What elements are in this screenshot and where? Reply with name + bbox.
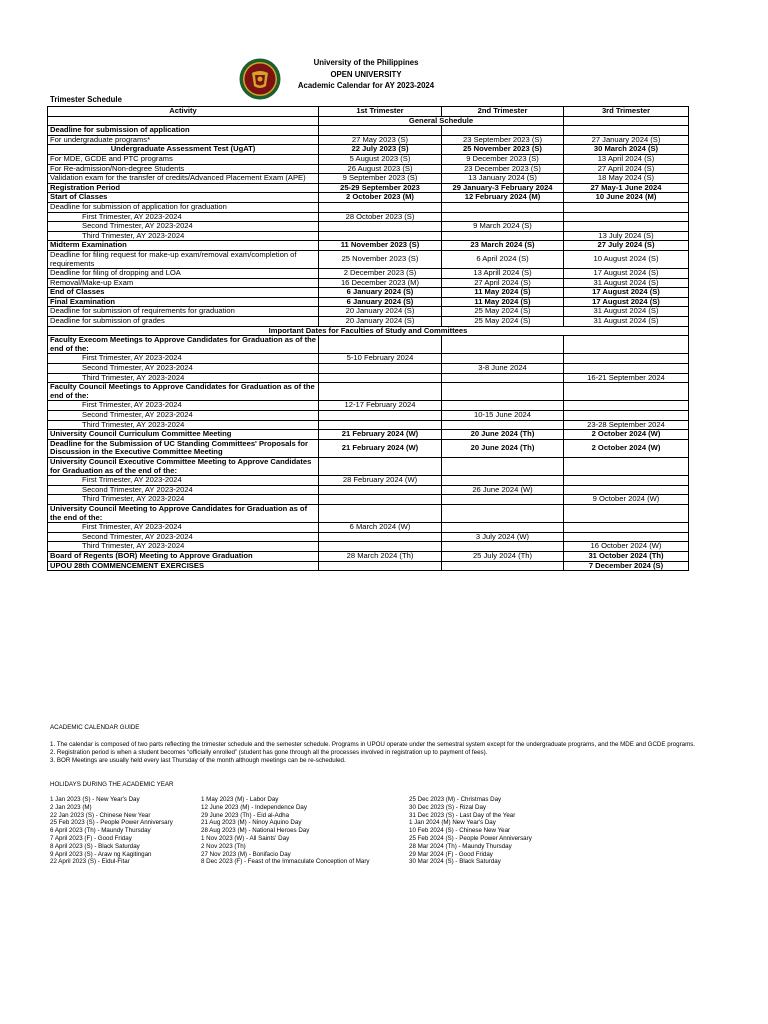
date-cell bbox=[319, 485, 442, 495]
date-cell: 13 Aprill 2024 (S) bbox=[442, 269, 564, 279]
table-row bbox=[48, 373, 689, 383]
holiday-item: 21 Aug 2023 (M) - Ninoy Aquino Day bbox=[201, 819, 302, 827]
date-cell: 23 September 2023 (S) bbox=[442, 135, 564, 145]
guide-note-3: 3. BOR Meetings are usually held every last Thursday of the month although meetings can be re-scheduled. bbox=[50, 757, 346, 764]
date-cell: 6 January 2024 (S) bbox=[319, 288, 442, 298]
date-cell: 25 November 2023 (S) bbox=[442, 145, 564, 155]
holidays-column-1 bbox=[50, 796, 173, 866]
date-cell bbox=[319, 495, 442, 505]
date-cell: 28 March 2024 (Th) bbox=[319, 551, 442, 561]
date-cell bbox=[319, 383, 442, 401]
trimester-schedule-label: Trimester Schedule bbox=[50, 95, 122, 104]
table-row bbox=[48, 401, 689, 411]
table-row bbox=[48, 202, 689, 212]
date-cell: 9 September 2023 (S) bbox=[319, 174, 442, 184]
table-row bbox=[48, 231, 689, 241]
activity-cell: First Trimester, AY 2023-2024 bbox=[48, 523, 319, 533]
date-cell: 16-21 September 2024 bbox=[564, 373, 689, 383]
table-row bbox=[48, 383, 689, 401]
date-cell: 31 August 2024 (S) bbox=[564, 317, 689, 327]
general-schedule-heading: General Schedule bbox=[319, 116, 564, 126]
activity-cell: For MDE, GCDE and PTC programs bbox=[48, 154, 319, 164]
date-cell: 2 December 2023 (S) bbox=[319, 269, 442, 279]
activity-cell: Faculty Execom Meetings to Approve Candidates for Graduation as of the end of the: bbox=[48, 336, 319, 354]
date-cell bbox=[319, 561, 442, 571]
calendar-title: Academic Calendar for AY 2023-2024 bbox=[297, 81, 435, 90]
date-cell: 28 October 2023 (S) bbox=[319, 212, 442, 222]
date-cell: 9 March 2024 (S) bbox=[442, 222, 564, 232]
date-cell: 26 June 2024 (W) bbox=[442, 485, 564, 495]
date-cell bbox=[564, 364, 689, 374]
col-header-2nd: 2nd Trimester bbox=[442, 107, 564, 117]
activity-cell: University Council Executive Committee Meeting to Approve Candidates for Graduation as of the end of the: bbox=[48, 457, 319, 475]
date-cell: 20 June 2024 (Th) bbox=[442, 439, 564, 457]
date-cell bbox=[442, 354, 564, 364]
calendar-guide bbox=[50, 724, 710, 765]
activity-cell: Deadline for the Submission of UC Standing Committees' Proposals for Discussion in the Executive Committee Meeting bbox=[48, 439, 319, 457]
activity-cell: University Council Meeting to Approve Candidates for Graduation as of the end of the: bbox=[48, 504, 319, 522]
holiday-item: 22 Jan 2023 (S) - Chinese New Year bbox=[50, 811, 151, 819]
date-cell: 23 March 2024 (S) bbox=[442, 241, 564, 251]
activity-cell: Third Trimester, AY 2023-2024 bbox=[48, 542, 319, 552]
table-row bbox=[48, 354, 689, 364]
table-header-row bbox=[48, 107, 689, 117]
date-cell bbox=[319, 457, 442, 475]
table-row bbox=[48, 317, 689, 327]
calendar-table bbox=[47, 106, 689, 571]
date-cell: 17 August 2024 (S) bbox=[564, 297, 689, 307]
date-cell: 22 July 2023 (S) bbox=[319, 145, 442, 155]
general-schedule-row bbox=[48, 116, 689, 126]
activity-cell: Midterm Examination bbox=[48, 241, 319, 251]
date-cell bbox=[442, 542, 564, 552]
date-cell: 31 October 2024 (Th) bbox=[564, 551, 689, 561]
date-cell: 10-15 June 2024 bbox=[442, 411, 564, 421]
date-cell bbox=[564, 126, 689, 136]
date-cell bbox=[442, 401, 564, 411]
date-cell bbox=[564, 222, 689, 232]
date-cell: 25-29 September 2023 bbox=[319, 183, 442, 193]
header-text bbox=[250, 57, 482, 92]
holiday-item: 30 Mar 2024 (S) - Black Saturday bbox=[409, 858, 501, 866]
date-cell: 27 April 2024 (S) bbox=[564, 164, 689, 174]
activity-cell: For Re-admission/Non-degree Students bbox=[48, 164, 319, 174]
date-cell: 17 August 2024 (S) bbox=[564, 269, 689, 279]
date-cell bbox=[319, 532, 442, 542]
activity-cell: Second Trimester, AY 2023-2024 bbox=[48, 532, 319, 542]
date-cell bbox=[564, 504, 689, 522]
guide-note-2: 2. Registration period is when a student becomes “officially enrolled” (student has gone through all the processes involved in registration up to payment of fees). bbox=[50, 749, 488, 756]
date-cell bbox=[442, 561, 564, 571]
table-row bbox=[48, 212, 689, 222]
date-cell bbox=[564, 401, 689, 411]
activity-cell: Registration Period bbox=[48, 183, 319, 193]
activity-cell: UPOU 28th COMMENCEMENT EXERCISES bbox=[48, 561, 319, 571]
date-cell bbox=[564, 354, 689, 364]
table-row bbox=[48, 457, 689, 475]
date-cell bbox=[442, 212, 564, 222]
activity-cell: Third Trimester, AY 2023-2024 bbox=[48, 420, 319, 430]
holiday-item: 10 Feb 2024 (S) - Chinese New Year bbox=[409, 827, 511, 835]
date-cell: 6 April 2024 (S) bbox=[442, 250, 564, 268]
date-cell: 12-17 February 2024 bbox=[319, 401, 442, 411]
table-row bbox=[48, 542, 689, 552]
date-cell bbox=[564, 336, 689, 354]
date-cell: 5-10 February 2024 bbox=[319, 354, 442, 364]
date-cell: 20 January 2024 (S) bbox=[319, 317, 442, 327]
table-row bbox=[48, 430, 689, 440]
date-cell bbox=[564, 212, 689, 222]
activity-cell: Final Examination bbox=[48, 297, 319, 307]
activity-cell: Start of Classes bbox=[48, 193, 319, 203]
holiday-item: 9 April 2023 (S) - Araw ng Kagitingan bbox=[50, 850, 152, 858]
holiday-item: 29 June 2023 (Th) - Eid al-Adha bbox=[201, 811, 290, 819]
holiday-item: 1 Jan 2023 (S) - New Year's Day bbox=[50, 796, 140, 803]
date-cell bbox=[442, 336, 564, 354]
date-cell: 27 April 2024 (S) bbox=[442, 278, 564, 288]
date-cell: 6 January 2024 (S) bbox=[319, 297, 442, 307]
table-row bbox=[48, 222, 689, 232]
holiday-item: 25 Dec 2023 (M) - Christmas Day bbox=[409, 796, 502, 803]
date-cell: 31 August 2024 (S) bbox=[564, 307, 689, 317]
activity-cell: University Council Curriculum Committee Meeting bbox=[48, 430, 319, 440]
date-cell bbox=[564, 476, 689, 486]
activity-cell: First Trimester, AY 2023-2024 bbox=[48, 401, 319, 411]
activity-cell: For undergraduate programs* bbox=[48, 135, 319, 145]
table-row bbox=[48, 154, 689, 164]
date-cell: 11 November 2023 (S) bbox=[319, 241, 442, 251]
table-row bbox=[48, 278, 689, 288]
date-cell: 12 February 2024 (M) bbox=[442, 193, 564, 203]
table-row bbox=[48, 504, 689, 522]
activity-cell: Deadline for submission of application bbox=[48, 126, 319, 136]
date-cell: 13 April 2024 (S) bbox=[564, 154, 689, 164]
holiday-item: 25 Feb 2024 (S) - People Power Anniversary bbox=[409, 834, 532, 842]
important-dates-heading: Important Dates for Faculties of Study and Committees bbox=[48, 326, 689, 336]
date-cell bbox=[319, 420, 442, 430]
table-row bbox=[48, 307, 689, 317]
activity-cell: Second Trimester, AY 2023-2024 bbox=[48, 411, 319, 421]
date-cell bbox=[319, 231, 442, 241]
table-row bbox=[48, 485, 689, 495]
date-cell bbox=[442, 202, 564, 212]
activity-cell: Deadline for filing of dropping and LOA bbox=[48, 269, 319, 279]
date-cell bbox=[442, 373, 564, 383]
date-cell bbox=[319, 504, 442, 522]
holiday-item: 28 Mar 2024 (Th) - Maundy Thursday bbox=[409, 842, 512, 850]
activity-cell: Deadline for submission of application for graduation bbox=[48, 202, 319, 212]
holidays-column-2 bbox=[201, 796, 370, 866]
guide-note-1: 1. The calendar is composed of two parts reflecting the trimester schedule and the semester schedule. Programs in UPOU operate under the semestral system except for the undergraduate programs, and the MDE and GCDE programs. bbox=[50, 741, 696, 748]
date-cell bbox=[319, 222, 442, 232]
table-row bbox=[48, 495, 689, 505]
date-cell: 23-28 September 2024 bbox=[564, 420, 689, 430]
date-cell bbox=[319, 411, 442, 421]
holiday-item: 8 Dec 2023 (F) - Feast of the Immaculate Conception of Mary bbox=[201, 858, 370, 866]
activity-cell: Removal/Make-up Exam bbox=[48, 278, 319, 288]
table-row bbox=[48, 135, 689, 145]
date-cell bbox=[442, 420, 564, 430]
date-cell: 27 May-1 June 2024 bbox=[564, 183, 689, 193]
activity-cell: Third Trimester, AY 2023-2024 bbox=[48, 495, 319, 505]
date-cell bbox=[319, 126, 442, 136]
table-row bbox=[48, 250, 689, 268]
table-row bbox=[48, 288, 689, 298]
date-cell bbox=[564, 485, 689, 495]
date-cell: 25 May 2024 (S) bbox=[442, 307, 564, 317]
activity-cell: Board of Regents (BOR) Meeting to Approve Graduation bbox=[48, 551, 319, 561]
date-cell: 7 December 2024 (S) bbox=[564, 561, 689, 571]
date-cell: 21 February 2024 (W) bbox=[319, 430, 442, 440]
activity-cell: Faculty Council Meetings to Approve Candidates for Graduation as of the end of the: bbox=[48, 383, 319, 401]
date-cell: 13 July 2024 (S) bbox=[564, 231, 689, 241]
holiday-item: 29 Mar 2024 (F) - Good Friday bbox=[409, 850, 493, 858]
activity-cell: Third Trimester, AY 2023-2024 bbox=[48, 373, 319, 383]
activity-cell: Deadline for filing request for make-up exam/removal exam/completion of requirements bbox=[48, 250, 319, 268]
date-cell: 16 December 2023 (M) bbox=[319, 278, 442, 288]
activity-cell: First Trimester, AY 2023-2024 bbox=[48, 354, 319, 364]
table-row bbox=[48, 476, 689, 486]
date-cell bbox=[442, 231, 564, 241]
activity-cell: Undergraduate Assessment Test (UgAT) bbox=[48, 145, 319, 155]
date-cell: 25 May 2024 (S) bbox=[442, 317, 564, 327]
table-row bbox=[48, 551, 689, 561]
holiday-item: 8 April 2023 (S) - Black Saturday bbox=[50, 842, 140, 850]
date-cell: 3 July 2024 (W) bbox=[442, 532, 564, 542]
table-row bbox=[48, 561, 689, 571]
date-cell: 9 December 2023 (S) bbox=[442, 154, 564, 164]
table-row bbox=[48, 364, 689, 374]
col-header-3rd: 3rd Trimester bbox=[564, 107, 689, 117]
table-row bbox=[48, 297, 689, 307]
holiday-item: 25 Feb 2023 (S) - People Power Anniversary bbox=[50, 819, 173, 827]
date-cell: 16 October 2024 (W) bbox=[564, 542, 689, 552]
holiday-item: 1 May 2023 (M) - Labor Day bbox=[201, 796, 279, 803]
holiday-item: 22 April 2023 (S) - Eidul-Fitar bbox=[50, 858, 130, 866]
date-cell bbox=[442, 476, 564, 486]
activity-cell: Deadline for submission of grades bbox=[48, 317, 319, 327]
activity-cell: Second Trimester, AY 2023-2024 bbox=[48, 364, 319, 374]
date-cell bbox=[319, 364, 442, 374]
table-row bbox=[48, 241, 689, 251]
date-cell: 20 June 2024 (Th) bbox=[442, 430, 564, 440]
date-cell: 29 January-3 February 2024 bbox=[442, 183, 564, 193]
date-cell: 2 October 2024 (W) bbox=[564, 439, 689, 457]
table-row bbox=[48, 174, 689, 184]
table-row bbox=[48, 145, 689, 155]
holiday-item: 2 Jan 2023 (M) bbox=[50, 803, 92, 811]
date-cell bbox=[564, 523, 689, 533]
date-cell bbox=[564, 411, 689, 421]
holiday-item: 7 April 2023 (F) - Good Friday bbox=[50, 834, 132, 842]
date-cell: 6 March 2024 (W) bbox=[319, 523, 442, 533]
date-cell: 27 July 2024 (S) bbox=[564, 241, 689, 251]
date-cell bbox=[564, 532, 689, 542]
table-row bbox=[48, 164, 689, 174]
date-cell bbox=[442, 126, 564, 136]
date-cell: 27 January 2024 (S) bbox=[564, 135, 689, 145]
date-cell bbox=[442, 457, 564, 475]
table-row bbox=[48, 411, 689, 421]
date-cell bbox=[319, 373, 442, 383]
holiday-item: 28 Aug 2023 (M) - National Heroes Day bbox=[201, 827, 310, 835]
activity-cell: Second Trimester, AY 2023-2024 bbox=[48, 485, 319, 495]
activity-cell: Deadline for submission of requirements for graduation bbox=[48, 307, 319, 317]
table-row bbox=[48, 126, 689, 136]
holiday-item: 6 April 2023 (Th) - Maundy Thursday bbox=[50, 827, 151, 835]
holiday-item: 12 June 2023 (M) - Independence Day bbox=[201, 803, 307, 811]
date-cell: 18 May 2024 (S) bbox=[564, 174, 689, 184]
date-cell: 20 January 2024 (S) bbox=[319, 307, 442, 317]
date-cell: 25 July 2024 (Th) bbox=[442, 551, 564, 561]
date-cell: 31 August 2024 (S) bbox=[564, 278, 689, 288]
table-row bbox=[48, 420, 689, 430]
university-name: University of the Philippines bbox=[313, 58, 419, 67]
date-cell bbox=[564, 202, 689, 212]
col-header-activity: Activity bbox=[48, 107, 319, 117]
date-cell: 11 May 2024 (S) bbox=[442, 288, 564, 298]
guide-title: ACADEMIC CALENDAR GUIDE bbox=[50, 724, 140, 731]
date-cell: 28 February 2024 (W) bbox=[319, 476, 442, 486]
holiday-item: 1 Jan 2024 (M) New Year's Day bbox=[409, 819, 496, 827]
date-cell bbox=[442, 504, 564, 522]
date-cell: 10 August 2024 (S) bbox=[564, 250, 689, 268]
table-row bbox=[48, 183, 689, 193]
holiday-item: 31 Dec 2023 (S) - Last Day of the Year bbox=[409, 811, 516, 819]
date-cell: 26 August 2023 (S) bbox=[319, 164, 442, 174]
date-cell bbox=[564, 383, 689, 401]
date-cell: 10 June 2024 (M) bbox=[564, 193, 689, 203]
important-dates-row bbox=[48, 326, 689, 336]
table-row bbox=[48, 269, 689, 279]
activity-cell: End of Classes bbox=[48, 288, 319, 298]
unit-name: OPEN UNIVERSITY bbox=[330, 69, 402, 79]
date-cell bbox=[564, 457, 689, 475]
date-cell: 3-8 June 2024 bbox=[442, 364, 564, 374]
date-cell bbox=[442, 523, 564, 533]
date-cell: 30 March 2024 (S) bbox=[564, 145, 689, 155]
date-cell bbox=[442, 383, 564, 401]
activity-cell: Second Trimester, AY 2023-2024 bbox=[48, 222, 319, 232]
date-cell: 2 October 2023 (M) bbox=[319, 193, 442, 203]
table-row bbox=[48, 193, 689, 203]
date-cell: 2 October 2024 (W) bbox=[564, 430, 689, 440]
date-cell: 21 February 2024 (W) bbox=[319, 439, 442, 457]
date-cell: 5 August 2023 (S) bbox=[319, 154, 442, 164]
holiday-item: 30 Dec 2023 (S) - Rizal Day bbox=[409, 803, 487, 811]
date-cell: 9 October 2024 (W) bbox=[564, 495, 689, 505]
date-cell bbox=[319, 202, 442, 212]
activity-cell: Third Trimester, AY 2023-2024 bbox=[48, 231, 319, 241]
date-cell: 13 January 2024 (S) bbox=[442, 174, 564, 184]
date-cell: 27 May 2023 (S) bbox=[319, 135, 442, 145]
activity-cell: First Trimester, AY 2023-2024 bbox=[48, 212, 319, 222]
table-row bbox=[48, 523, 689, 533]
holiday-item: 1 Nov 2023 (W) - All Saints' Day bbox=[201, 834, 290, 842]
col-header-1st: 1st Trimester bbox=[319, 107, 442, 117]
table-row bbox=[48, 532, 689, 542]
date-cell bbox=[319, 336, 442, 354]
date-cell bbox=[442, 495, 564, 505]
holiday-item: 2 Nov 2023 (Th) bbox=[201, 842, 246, 850]
holidays-title: HOLIDAYS DURING THE ACADEMIC YEAR bbox=[50, 781, 174, 788]
table-row bbox=[48, 439, 689, 457]
date-cell: 11 May 2024 (S) bbox=[442, 297, 564, 307]
activity-cell: Validation exam for the transfer of credits/Advanced Placement Exam (APE) bbox=[48, 174, 319, 184]
activity-cell: First Trimester, AY 2023-2024 bbox=[48, 476, 319, 486]
date-cell: 23 December 2023 (S) bbox=[442, 164, 564, 174]
holiday-item: 27 Nov 2023 (M) - Bonifacio Day bbox=[201, 850, 291, 858]
holidays-column-3 bbox=[409, 796, 532, 866]
date-cell bbox=[319, 542, 442, 552]
date-cell: 17 August 2024 (S) bbox=[564, 288, 689, 298]
date-cell: 25 November 2023 (S) bbox=[319, 250, 442, 268]
table-row bbox=[48, 336, 689, 354]
